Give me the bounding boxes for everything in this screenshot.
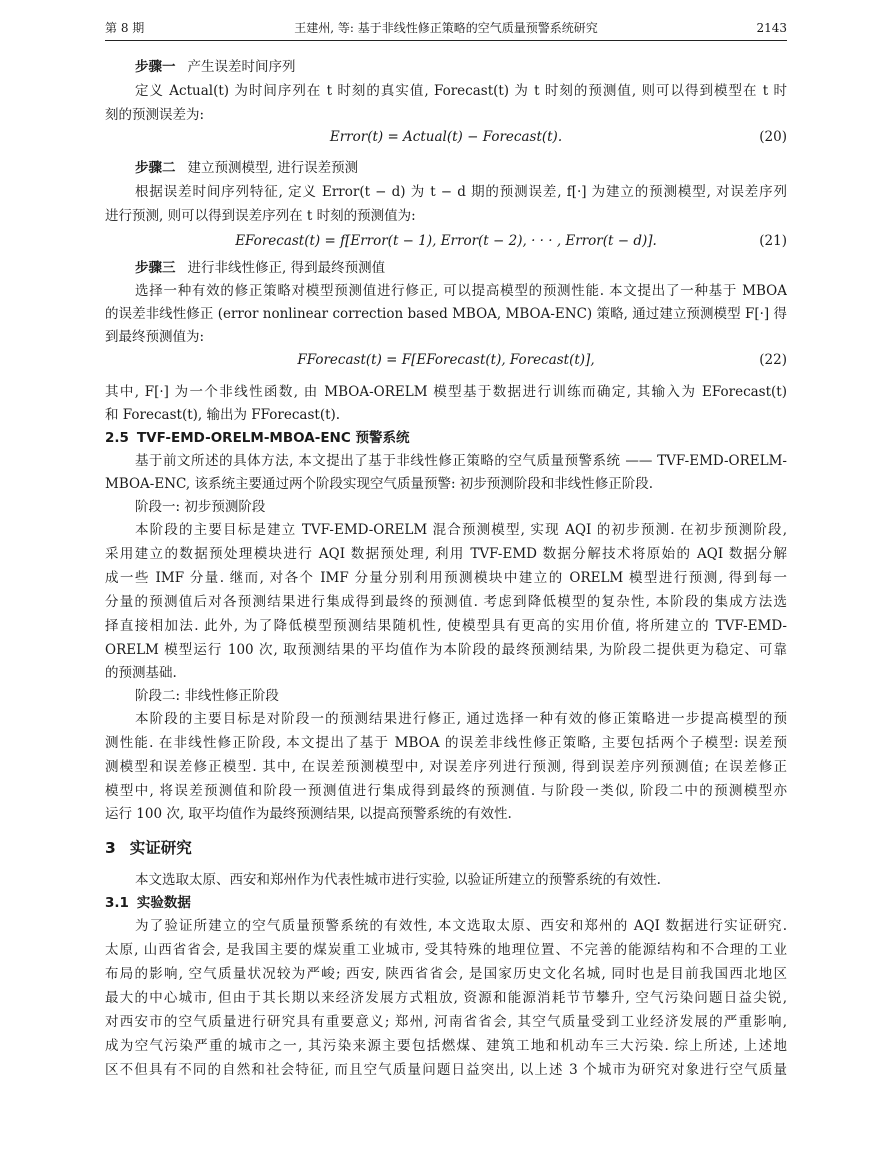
page-number: 2143: [756, 21, 787, 35]
section-heading-2-5: [105, 426, 787, 450]
paragraph-line: 到最终预测值为:: [105, 329, 205, 345]
paragraph-line: 的误差非线性修正 (error nonlinear correction based MBOA, MBOA-ENC) 策略, 通过建立预测模型 F[·] 得: [105, 306, 787, 322]
issue-number: 第 8 期: [105, 21, 145, 35]
paragraph-line: 本文选取太原、西安和郑州作为代表性城市进行实验, 以验证所建立的预警系统的有效性.: [135, 872, 661, 888]
paragraph-line: 采用建立的数据预处理模块进行 AQI 数据预处理, 利用 TVF-EMD 数据分解技术将原始的 AQI 数据分解: [105, 546, 787, 562]
paragraph-line: 和 Forecast(t), 输出为 FForecast(t).: [105, 407, 341, 423]
stage2-title: 阶段二: 非线性修正阶段: [135, 688, 279, 704]
paragraph-line: 为了验证所建立的空气质量预警系统的有效性, 本文选取太原、西安和郑州的 AQI 数据进行实证研究.: [135, 918, 787, 934]
paragraph-line: 模型中, 将误差预测值和阶段一预测值进行集成得到最终的预测值. 与阶段一类似, 阶段二中的预测模型亦: [105, 783, 787, 799]
step1-title: 产生误差时间序列: [187, 59, 296, 75]
step1-label: 步骤一: [135, 59, 176, 75]
equation-expression: FForecast(t) = F[EForecast(t), Forecast(t)],: [297, 352, 595, 368]
section-number: 3: [105, 839, 116, 857]
section-number: 3.1: [105, 895, 129, 911]
equation-expression: Error(t) = Actual(t) − Forecast(t).: [329, 129, 563, 145]
equation-22: [105, 348, 787, 372]
paragraph-line: 进行预测, 则可以得到误差序列在 t 时刻的预测值为:: [105, 208, 416, 224]
step3-label: 步骤三: [135, 260, 176, 276]
equation-expression: EForecast(t) = f[Error(t − 1), Error(t − 2), · · · , Error(t − d)].: [235, 233, 657, 249]
section-title: 实证研究: [129, 839, 192, 857]
running-header: [105, 18, 787, 41]
paragraph-line: 刻的预测误差为:: [105, 107, 205, 123]
paragraph-line: 最大的中心城市, 但由于其长期以来经济发展方式粗放, 资源和能源消耗节节攀升, 空气污染问题日益尖锐,: [105, 990, 787, 1006]
equation-20: [105, 125, 787, 149]
step2-label: 步骤二: [135, 160, 176, 176]
step2-title: 建立预测模型, 进行误差预测: [187, 160, 359, 176]
equation-number: (20): [759, 129, 787, 145]
paragraph-line: 成一些 IMF 分量. 继而, 对各个 IMF 分量分别利用预测模块中建立的 ORELM 模型进行预测, 得到每一: [105, 570, 787, 586]
paragraph-line: 运行 100 次, 取平均值作为最终预测结果, 以提高预警系统的有效性.: [105, 806, 512, 822]
step1-heading: [105, 55, 787, 79]
equation-number: (21): [759, 233, 787, 249]
paragraph-line: 本阶段的主要目标是对阶段一的预测结果进行修正, 通过选择一种有效的修正策略进一步提高模型的预: [135, 711, 787, 727]
paragraph-line: ORELM 模型运行 100 次, 取预测结果的平均值作为本阶段的最终预测结果, 为阶段二提供更为稳定、可靠: [105, 642, 787, 658]
paragraph-line: 测性能. 在非线性修正阶段, 本文提出了基于 MBOA 的误差非线性修正策略, 主要包括两个子模型: 误差预: [105, 735, 787, 751]
paragraph-line: 定义 Actual(t) 为时间序列在 t 时刻的真实值, Forecast(t) 为 t 时刻的预测值, 则可以得到模型在 t 时: [135, 83, 787, 99]
paragraph-line: 测模型和误差修正模型. 其中, 在误差预测模型中, 对误差序列进行预测, 得到误差序列预测值; 在误差修正: [105, 759, 787, 775]
equation-number: (22): [759, 352, 787, 368]
paragraph-line: 择直接相加法. 此外, 为了降低模型预测结果随机性, 使模型具有更高的实用价值, 将所建立的 TVF-EMD-: [105, 618, 787, 634]
paragraph-line: 对西安市的空气质量进行研究具有重要意义; 郑州, 河南省省会, 其空气质量受到工业经济发展的严重影响,: [105, 1014, 787, 1030]
paragraph-line: 基于前文所述的具体方法, 本文提出了基于非线性修正策略的空气质量预警系统 —— TVF-EMD-ORELM-: [135, 453, 787, 469]
paragraph-line: 根据误差时间序列特征, 定义 Error(t − d) 为 t − d 期的预测误差, f[·] 为建立的预测模型, 对误差序列: [135, 184, 787, 200]
paragraph-line: 的预测基础.: [105, 665, 177, 681]
step2-heading: [105, 156, 787, 180]
section-number: 2.5: [105, 430, 129, 446]
step3-heading: [105, 256, 787, 280]
section-heading-3: [105, 836, 787, 860]
paragraph-line: 太原, 山西省省会, 是我国主要的煤炭重工业城市, 受其特殊的地理位置、不完善的能源结构和不合理的工业: [105, 942, 787, 958]
section-heading-3-1: [105, 891, 787, 915]
paragraph-line: 其中, F[·] 为一个非线性函数, 由 MBOA-ORELM 模型基于数据进行训练而确定, 其输入为 EForecast(t): [105, 384, 787, 400]
paragraph-line: MBOA-ENC, 该系统主要通过两个阶段实现空气质量预警: 初步预测阶段和非线性修正阶段.: [105, 476, 654, 492]
running-title: 王建州, 等: 基于非线性修正策略的空气质量预警系统研究: [294, 21, 598, 35]
section-title: TVF-EMD-ORELM-MBOA-ENC 预警系统: [136, 430, 410, 446]
stage1-title: 阶段一: 初步预测阶段: [135, 499, 266, 515]
paragraph-line: 本阶段的主要目标是建立 TVF-EMD-ORELM 混合预测模型, 实现 AQI 的初步预测. 在初步预测阶段,: [135, 522, 787, 538]
paragraph-line: 区不但具有不同的自然和社会特征, 而且空气质量问题日益突出, 以上述 3 个城市为研究对象进行空气质量: [105, 1062, 787, 1078]
paragraph-line: 布局的影响, 空气质量状况较为严峻; 西安, 陕西省省会, 是国家历史文化名城, 同时也是目前我国西北地区: [105, 966, 787, 982]
section-title: 实验数据: [136, 895, 191, 911]
step3-title: 进行非线性修正, 得到最终预测值: [187, 260, 386, 276]
paragraph-line: 分量的预测值后对各预测结果进行集成得到最终的预测值. 考虑到降低模型的复杂性, 本阶段的集成方法选: [105, 594, 787, 610]
paragraph-line: 成为空气污染严重的城市之一, 其污染来源主要包括燃煤、建筑工地和机动车三大污染. 综上所述, 上述地: [105, 1038, 787, 1054]
equation-21: [105, 229, 787, 253]
paragraph-line: 选择一种有效的修正策略对模型预测值进行修正, 可以提高模型的预测性能. 本文提出了一种基于 MBOA: [135, 283, 787, 299]
